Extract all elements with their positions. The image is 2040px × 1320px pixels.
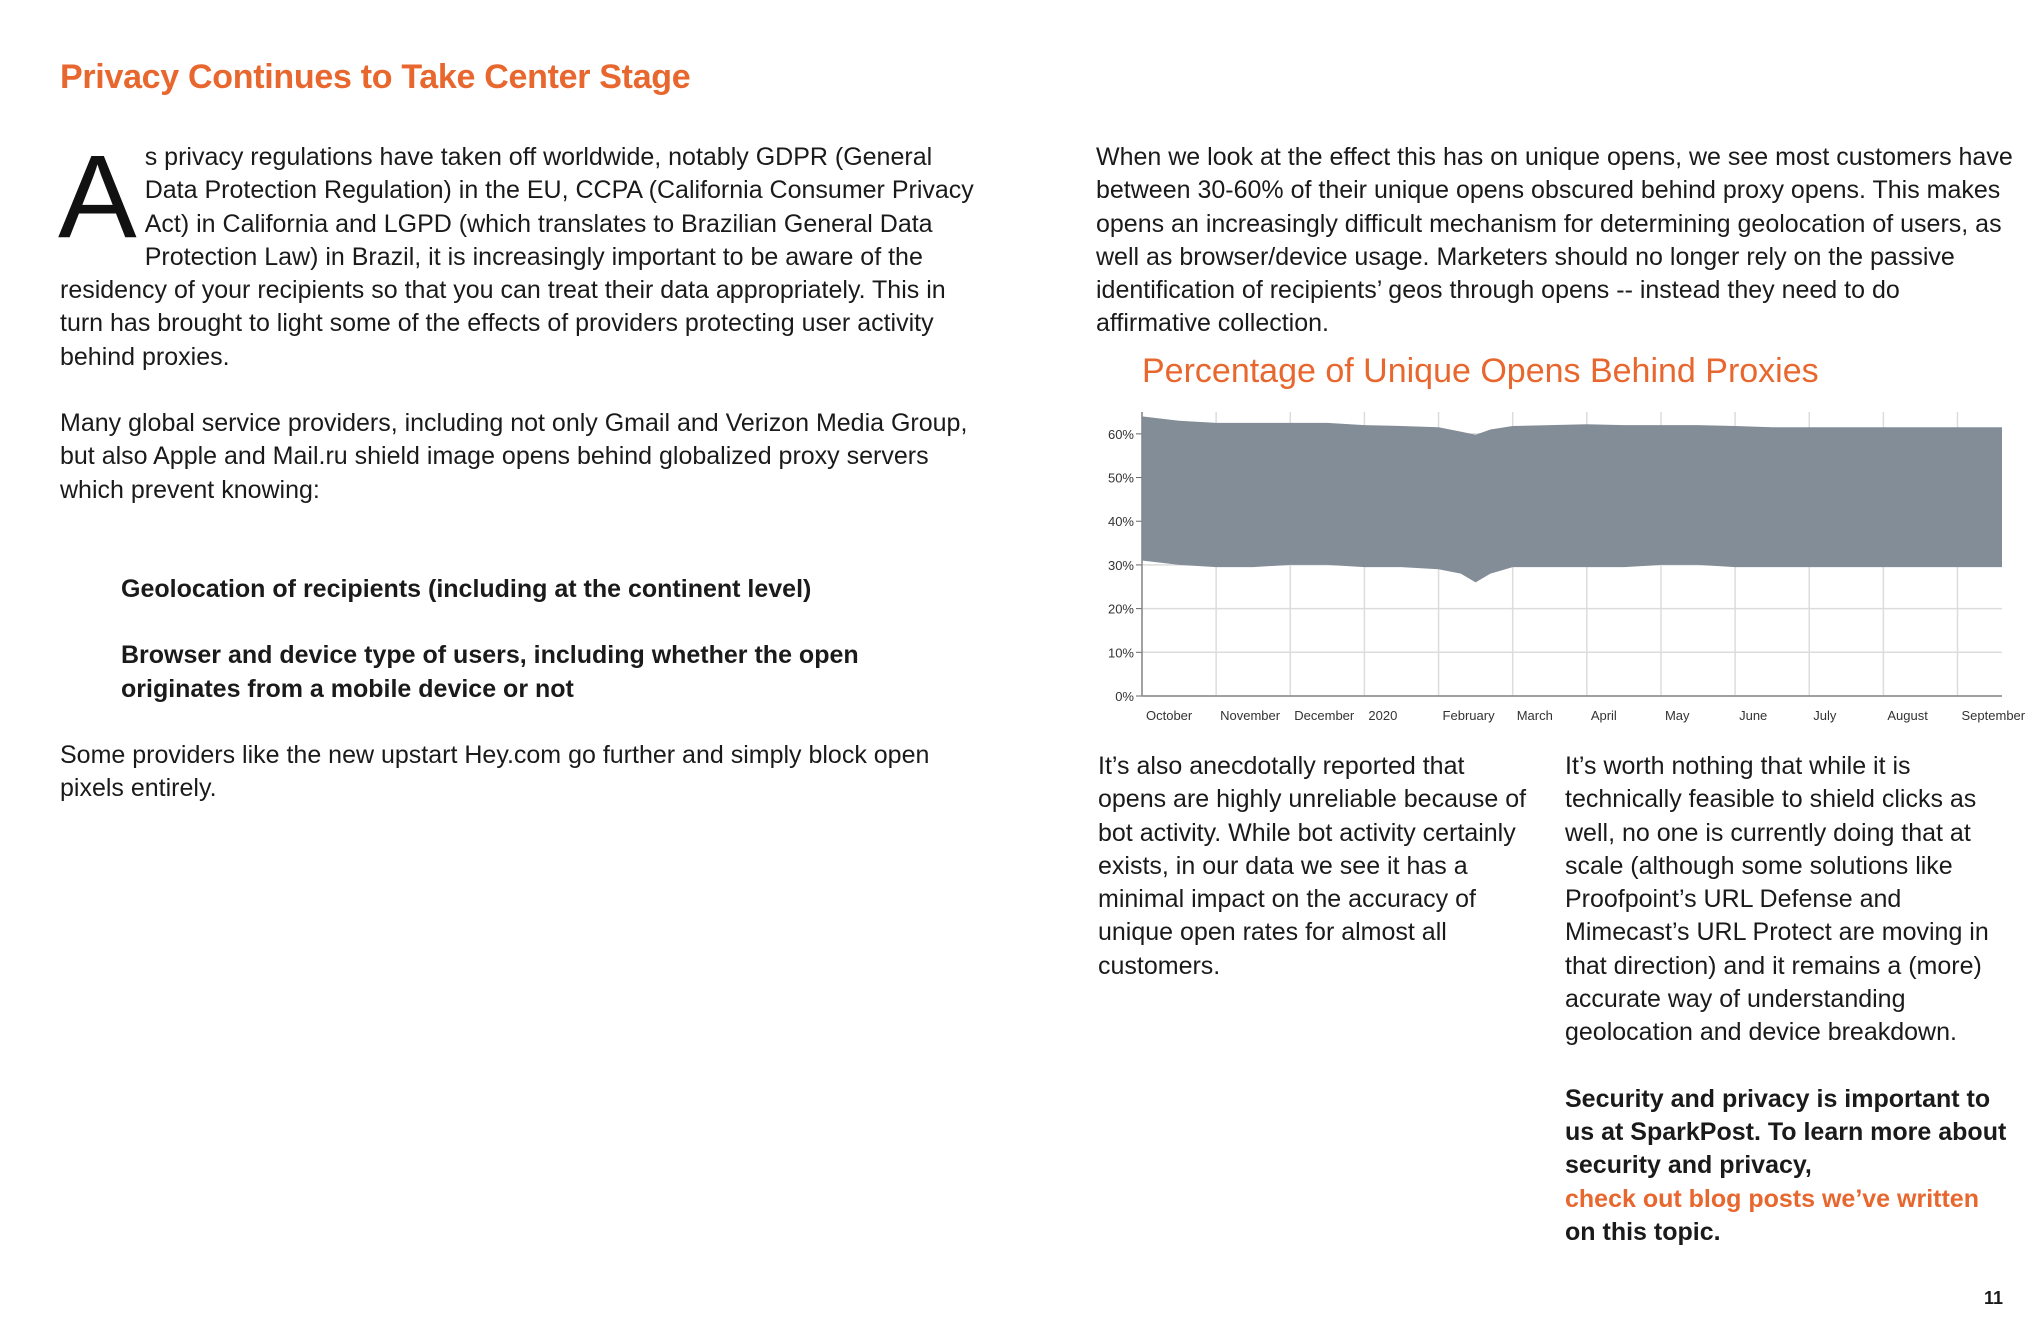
bullet-item: Geolocation of recipients (including at the continent level) [121,574,812,603]
proxy-opens-band [1142,416,2002,582]
cta-text-end: on this topic. [1565,1217,1721,1246]
clicks-paragraph: It’s worth nothing that while it is technically feasible to shield clicks as well, no one is currently doing that at scale (although some solutions like Proofpoint’s URL Defense and Mimecast’s URL Protect are moving in that direction) and it remains a (more) accurate way of understanding geolocation and device breakdown. [1565,752,1989,1047]
cta-text: Security and privacy is important to us at SparkPost. To learn more about security and privacy, [1565,1084,2007,1180]
x-tick-label: April [1590,708,1617,723]
x-tick-label: May [1664,708,1690,723]
x-tick-label: February [1442,708,1495,723]
y-tick-label: 20% [1107,601,1134,617]
x-tick-label: September [1961,708,2026,723]
x-tick-label: August [1887,708,1928,723]
intro-paragraph [58,131,980,374]
x-tick-label: June [1739,708,1768,723]
y-tick-label: 50% [1107,470,1134,486]
providers-paragraph: Many global service providers, including not only Gmail and Verizon Media Group, but also Apple and Mail.ru shield image opens behind globalized proxy servers which prevent knowing: [60,409,968,504]
blog-posts-link[interactable]: check out blog posts we’ve written [1565,1184,1979,1213]
hey-paragraph: Some providers like the new upstart Hey.com go further and simply block open pixels entirely. [60,740,930,803]
x-tick-label: November [1220,708,1281,723]
page-title: Privacy Continues to Take Center Stage [60,58,691,96]
intro-text: s privacy regulations have taken off worldwide, notably GDPR (General Data Protection Regulation) in the EU, CCPA (California Consumer Privacy Act) in California and LGPD (which translates to Brazilian General Data Protection Law) in Brazil, it is increasingly important to be aware of the residency of your recipients so that you can treat their data appropriately. This in turn has brought to light some of the effects of providers protecting user activity behind proxies. [60,143,974,371]
y-tick-label: 40% [1107,514,1134,530]
left-column [58,131,980,805]
chart-title: Percentage of Unique Opens Behind Proxies [1142,352,1819,390]
x-tick-label: July [1813,708,1837,723]
x-tick-label: 2020 [1368,708,1398,723]
proxy-effect-paragraph: When we look at the effect this has on unique opens, we see most customers have between 30-60% of their unique opens obscured behind proxy opens. This makes opens an increasingly difficult mechanism for determining geolocation of users, as well as browser/device usage. Marketers should no longer rely on the passive identification of recipients’ geos through opens -- instead they need to do affirmative collection. [1096,143,2013,338]
cta-paragraph [1565,1083,2025,1249]
right-intro [1096,141,2016,341]
bullet-item: Browser and device type of users, including whether the open originates from a mobile device or not [121,641,859,703]
x-tick-label: October [1146,708,1193,723]
y-tick-label: 10% [1107,645,1134,661]
drop-cap: A [58,131,137,263]
x-tick-label: March [1516,708,1553,723]
clicks-column [1565,750,2025,1249]
bullet-list [60,573,980,706]
page-number: 11 [1984,1288,2004,1308]
y-tick-label: 60% [1107,426,1134,442]
x-tick-label: December [1294,708,1355,723]
bot-activity-paragraph: It’s also anecdotally reported that opens are highly unreliable because of bot activity. While bot activity certainly exists, in our data we see it has a minimal impact on the accuracy of unique open rates for almost all customers. [1098,752,1527,980]
y-tick-label: 30% [1107,557,1134,573]
y-tick-label: 0% [1115,689,1134,704]
proxy-opens-chart [1090,400,2026,730]
bot-activity-column [1098,750,1533,983]
